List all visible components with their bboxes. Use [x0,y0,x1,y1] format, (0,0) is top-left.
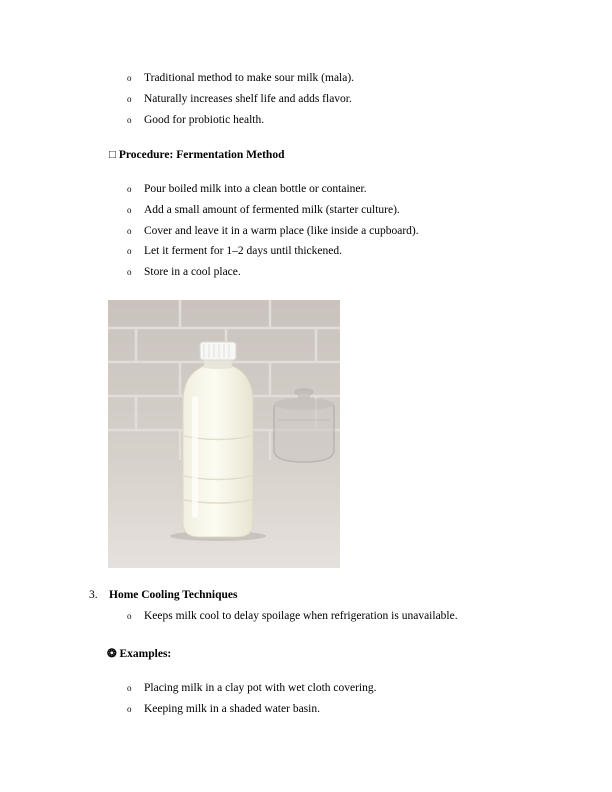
step-item: Pour boiled milk into a clean bottle or container. [144,183,367,195]
list-item: Traditional method to make sour milk (mala). [144,72,355,84]
list-item: Naturally increases shelf life and adds flavor. [144,93,352,105]
list-item: Good for probiotic health. [144,114,265,126]
bullet-marker: o [127,205,132,215]
bullet-marker: o [127,704,132,714]
procedure-title: Procedure: Fermentation Method [118,149,285,161]
step-item: Cover and leave it in a warm place (like inside a cupboard). [144,225,419,237]
list-item: Keeping milk in a shaded water basin. [144,703,320,715]
step-item: Add a small amount of fermented milk (starter culture). [144,204,400,216]
section-number: 3. [89,589,98,601]
flower-icon: ❂ [107,648,117,660]
bullet-marker: o [127,246,132,256]
procedure-heading [109,149,284,161]
bullet-marker: o [127,611,132,621]
bullet-marker: o [127,94,132,104]
examples-title: Examples: [119,648,172,660]
section-title: Home Cooling Techniques [109,589,238,601]
list-item: Placing milk in a clay pot with wet cloth covering. [144,682,377,694]
examples-heading [107,646,171,660]
milk-bottle-photo [108,300,340,568]
bullet-marker: o [127,115,132,125]
bullet-marker: o [127,267,132,277]
box-icon: □ [109,149,116,161]
bullet-marker: o [127,184,132,194]
step-item: Let it ferment for 1–2 days until thickened. [144,245,342,257]
step-item: Store in a cool place. [144,266,241,278]
list-item: Keeps milk cool to delay spoilage when refrigeration is unavailable. [144,610,458,622]
bullet-marker: o [127,683,132,693]
bullet-marker: o [127,226,132,236]
bullet-marker: o [127,73,132,83]
